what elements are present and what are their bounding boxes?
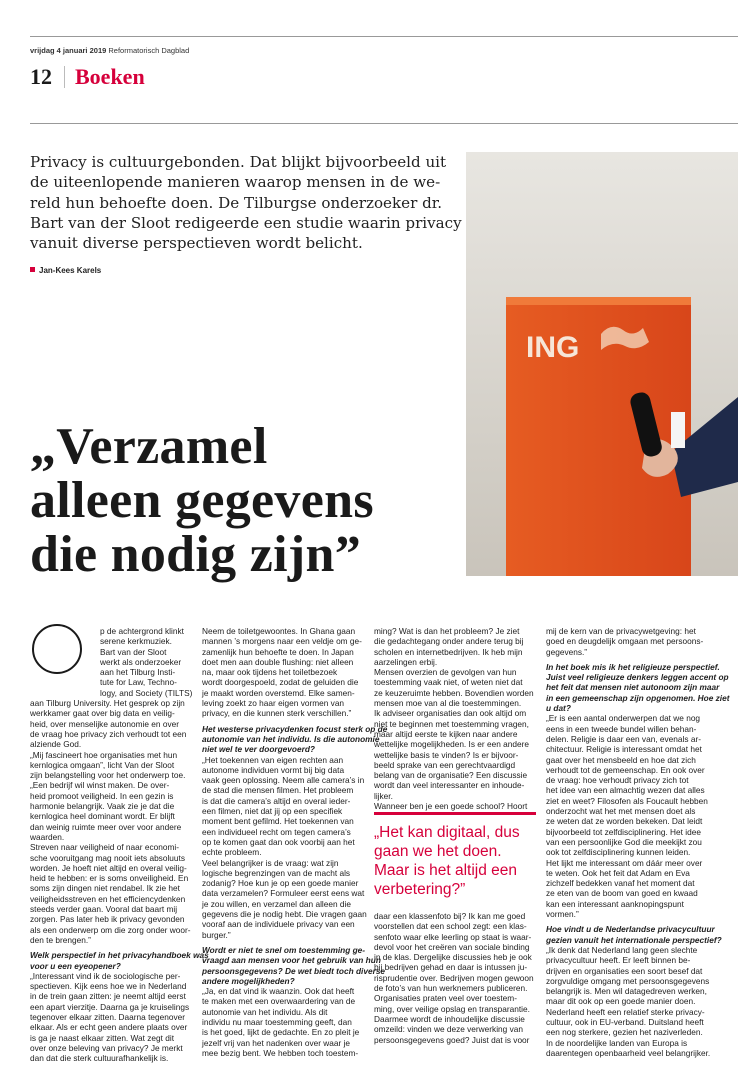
pull-quote-line: „Het kan digitaal, dus <box>374 824 520 841</box>
article-text-line: ook tot zelfdisciplinering kunnen leiden. <box>546 847 691 858</box>
interview-question-line: persoonsgegevens? De wet biedt toch diverse <box>202 965 386 976</box>
article-text-line: cultuur, ook in EU-verband. Duitsland heeft <box>546 1016 704 1027</box>
interview-question-line: in een gemeenschap zijn opgenomen. Hoe ziet <box>546 692 730 703</box>
article-text-line: een nog sterkere, gezien het naziverleden. <box>546 1027 703 1038</box>
article-text-line: zorgvuldige omgang met persoonsgegevens <box>546 975 710 986</box>
article-text-line: vaak geen oplossing. Neem alle camera’s in <box>202 775 365 786</box>
article-text-line: kernlogica heel dominant wordt. Er blijft <box>30 811 175 822</box>
article-text-line: „Er is een aantal onderwerpen dat we nog <box>546 713 701 724</box>
article-text-line: zorgen. Pas later heb ik privacy gevonden <box>30 914 185 925</box>
article-text-line: „Het toekennen van eigen rechten aan <box>202 754 344 765</box>
article-text-line: aarzelingen erbij. <box>374 656 438 667</box>
article-text-line: zodanig? Hoe kun je op een goede manier <box>202 878 359 889</box>
article-text-line: wordt dan veel interessanter en inhoude- <box>374 780 525 791</box>
article-text-line: wordt doorgespoeld, zodat de geluiden die <box>202 677 359 688</box>
article-text-line: omzeild: vinden we deze verwerking van <box>374 1024 523 1035</box>
header-rule <box>30 123 738 124</box>
article-text-line: „Mij fascineert hoe organisaties met hun <box>30 749 178 760</box>
article-text-line: spectieven. Kijk eens hoe we in Nederland <box>30 981 187 992</box>
headline-line: „Verzamel <box>30 418 268 475</box>
article-text-line: niet te beginnen met toestemming vragen, <box>374 718 529 729</box>
article-text-line: elkaar. Als er echt geen andere plaats over <box>30 1022 188 1033</box>
article-text-line: lijker. <box>374 790 393 801</box>
pull-quote-line: verbetering?” <box>374 881 466 898</box>
article-text-line: gegevens die je nodig hebt. Die vragen gaan <box>202 909 367 920</box>
article-text-line: ze keuzeruimte hebben. Bovendien worden <box>374 687 534 698</box>
article-text-line: in de trein gaan zitten: je neemt altijd eerst <box>30 991 186 1002</box>
article-text-line: risprudentie over. Bedrijven mogen gewoon <box>374 972 534 983</box>
article-text-line: Wanneer ben je een goede school? Hoort <box>374 801 528 812</box>
article-text-line: drijven en organisaties een soort besef dat <box>546 965 703 976</box>
article-text-line: eens in een tweede bundel willen behan- <box>546 723 697 734</box>
article-text-line: doet men aan double flushing: niet alleen <box>202 656 354 667</box>
article-text-line: belang van de organisatie? Een discussie <box>374 770 528 781</box>
lead-paragraph <box>30 152 462 253</box>
pull-quote-line: Maar is het altijd een <box>374 862 518 879</box>
article-text-line: devol voor het creëren van sociale binding <box>374 941 530 952</box>
article-text-line: tegenover elkaar zitten. Daarna tegenover <box>30 1011 185 1022</box>
dateline-date: vrijdag 4 januari 2019 <box>30 46 107 55</box>
dateline <box>30 46 189 55</box>
article-text-line: gaat over het mensbeeld en hoe dat zich <box>546 754 696 765</box>
article-text-line: ming, over veilige opslag en transparantie. <box>374 1003 530 1014</box>
byline-author: Jan-Kees Karels <box>39 266 102 275</box>
article-text-line: goed en deugdelijk omgaan met persoons- <box>546 636 704 647</box>
article-text-line: harmonie belangrijk. Vaak zie je dat die <box>30 801 175 812</box>
article-text-line: onderzocht wat het met mensen doet als <box>546 806 696 817</box>
article-text-line: Bart van der Sloot <box>100 646 167 657</box>
article-text-line: Ik adviseer organisaties dan ook altijd om <box>374 708 527 719</box>
article-text-line: mensen moe van al die toestemmingen. <box>374 698 522 709</box>
headline-line: alleen gegevens <box>30 472 374 529</box>
interview-question-line: andere mogelijkheden? <box>202 975 295 986</box>
interview-question-line: u dat? <box>546 703 571 714</box>
article-text-line: aan het Tilburg Insti- <box>100 667 176 678</box>
article-text-line: mij de kern van de privacywetgeving: het <box>546 626 696 636</box>
article-text-line: over onze beleving van privacy? Je merkt <box>30 1042 183 1053</box>
article-text-line: In de noordelijke landen van Europa is <box>546 1037 688 1048</box>
article-text-line: echte probleem. <box>202 847 262 858</box>
article-text-line: na, maar ook tijdens het toiletbezoek <box>202 667 338 678</box>
article-text-line: bijvoorbeeld tot zelfdisciplinering. Het idee <box>546 826 701 837</box>
article-text-line: is ga je naast elkaar zitten. Wat zegt dit <box>30 1032 175 1043</box>
article-text-line: waarden. <box>30 831 65 842</box>
article-text-line: heid, over menselijke autonomie en over <box>30 718 179 729</box>
article-text-line: privacycultuur heeft. Er leeft binnen be- <box>546 955 691 966</box>
shirt-cuff <box>671 412 685 448</box>
article-text-line: „Ja, en dat vind ik waanzin. Ook dat heeft <box>202 986 355 997</box>
article-text-line: Nederland heeft een relatief sterke privacy- <box>546 1006 705 1017</box>
article-text-line: soms zijn dingen niet rendabel. Ik zie het <box>30 883 180 894</box>
article-column-4 <box>546 626 736 1058</box>
article-text-line: serene kerkmuziek. <box>100 636 172 647</box>
article-text-line: vooraf aan de individuele privacy van een <box>202 919 355 930</box>
article-text-line: ze eten van de boom van goed en kwaad <box>546 888 698 899</box>
page-number: 12 <box>30 64 52 89</box>
article-text-line: werkt als onderzoeker <box>100 656 182 667</box>
article-text-line: steeds verder gaan. Vooral dat baart mij <box>30 904 178 915</box>
article-text-line: beeld sprake van een gerechtvaardigd <box>374 759 516 770</box>
lead-line: reld hun behoefte doen. De Tilburgse onderzoeker dr. <box>30 193 443 212</box>
section-title: Boeken <box>75 64 145 89</box>
interview-question-line: vraagd aan mensen voor het gebruik van hun <box>202 955 381 966</box>
lead-line: Privacy is cultuurgebonden. Dat blijkt bijvoorbeeld uit <box>30 153 447 171</box>
top-rule <box>30 36 738 37</box>
article-text-line: gegevens.” <box>546 646 588 657</box>
article-text-line: wettelijke basis te vinden? Is er bijvoor- <box>374 749 519 760</box>
article-text-line: je maakt worden overstemd. Elke samen- <box>202 687 355 698</box>
article-text-line: privacy, en die kunnen sterk verschillen.” <box>202 708 352 719</box>
article-text-line: de stad die mensen filmen. Het probleem <box>202 785 354 796</box>
article-text-line: heid te hebben: er is soms onveiligheid. En <box>30 873 189 884</box>
article-text-line: tute for Law, Techno- <box>100 677 177 688</box>
article-text-line: leving zoekt zo haar eigen vormen van <box>202 698 345 709</box>
photo-illustration <box>466 152 738 576</box>
article-text-line: het idee van een almachtig wezen dat alles <box>546 785 705 796</box>
article-text-line: chitectuur. Religie is interessant omdat het <box>546 744 702 755</box>
lead-line: Bart van der Sloot redigeerde een studie waarin privacy <box>30 213 462 232</box>
interview-question-line: autonomie van het individu. Is die autonomie <box>202 733 380 744</box>
article-text-line: werkkamer gaat over big data en veilig- <box>30 708 175 719</box>
article-text-line: data verzamelen? Formuleer eerst eens wat <box>202 888 365 899</box>
interview-question-line: Het westerse privacydenken focust sterk op de <box>202 723 388 734</box>
article-text-line: aan Tilburg University. Het gesprek op zijn <box>30 698 185 709</box>
article-text-line: is het goed, lijkt de gedachte. En zo pleit je <box>202 1027 360 1038</box>
article-text-line: Neem de toiletgewoontes. In Ghana gaan <box>202 626 356 636</box>
article-text-line: Daarmee wordt de inhoudelijke discussie <box>374 1013 525 1024</box>
article-text-line: „Ik denk dat Nederland lang geen slechte <box>546 944 698 955</box>
article-column-3 <box>374 626 539 811</box>
article-text-line: burger.” <box>202 929 231 940</box>
article-text-line: veiligheidsstreven en het efficiencydenken <box>30 893 186 904</box>
article-text-line: „Interessant vind ik de sociologische per- <box>30 970 181 981</box>
article-text-line: individu nu maar toestemming geeft, dan <box>202 1016 352 1027</box>
article-text-line: den te brengen.” <box>30 934 91 945</box>
article-text-line: sche vooruitgang mag nooit iets absoluuts <box>30 852 185 863</box>
article-text-line: ze weten dat ze worden bekeken. Dat leidt <box>546 816 703 827</box>
article-text-line: daarentegen openbaarheid veel belangrijker. <box>546 1047 711 1058</box>
article-text-line: scholen en internetbedrijven. Ik heb mijn <box>374 646 523 657</box>
interview-question-line: niet wel te ver doorgevoerd? <box>202 744 315 755</box>
article-text-line: zamenlijk hun behoefte te doen. In Japan <box>202 646 354 657</box>
article-text-line: mee bezig bent. We hebben toch toestem- <box>202 1047 359 1058</box>
byline <box>30 266 101 275</box>
pull-quote-line: gaan we het doen. <box>374 843 502 860</box>
article-text-line: vormen.” <box>546 909 579 920</box>
interview-question-line: het feit dat mensen niet autonoom zijn maar <box>546 682 720 693</box>
dateline-paper: Reformatorisch Dagblad <box>108 46 190 55</box>
article-photo <box>466 152 738 576</box>
article-text-line: belangrijk is. Men wil datagedreven werken, <box>546 986 707 997</box>
article-text-line: ming? Wat is dan het probleem? Je ziet <box>374 626 520 636</box>
article-text-line: p de achtergrond klinkt <box>100 626 184 636</box>
page-separator <box>64 66 65 88</box>
article-text-line: logy, and Society (TILTS) <box>100 687 193 698</box>
article-text-line: mannen ’s morgens naar een veldje om ge- <box>202 636 362 647</box>
article-column-3-lower <box>374 911 539 1045</box>
article-text-line: wettelijke mogelijkheden. Is er een andere <box>374 739 529 750</box>
article-text-line: maar altijd eerste te kijken naar andere <box>374 728 518 739</box>
article-text-line: maar dit ook op een goede manier doen. <box>546 996 696 1007</box>
article-text-line: moment bent gefilmd. Het toekennen van <box>202 816 354 827</box>
headline-line: die nodig zijn” <box>30 526 361 583</box>
article-text-line: verhoudt tot de gemeenschap. En ook over <box>546 764 705 775</box>
article-text-line: dan dat die sterk cultuurafhankelijk is. <box>30 1053 169 1064</box>
article-text-line: kan een interessant aanknopingspunt <box>546 898 684 909</box>
article-text-line: „Een bedrijf wil winst maken. De over- <box>30 780 170 791</box>
article-text-line: autonome individuen vormt bij big data <box>202 764 345 775</box>
article-text-line: voorstellen dat een school zegt: een klas- <box>374 921 527 932</box>
interview-question-line: Wordt er niet te snel om toestemming ge- <box>202 944 366 955</box>
article-text-line: een individueel recht om tegen camera’s <box>202 826 351 837</box>
article-text-line: als een onderwerp om die zorg onder woor- <box>30 924 191 935</box>
article-text-line: persoonsgegevens goed? Juist dat is voor <box>374 1034 530 1045</box>
article-text-line: je zou willen, en verzamel dan alleen die <box>202 898 351 909</box>
article-text-line: ziet en weet? Filosofen als Foucault hebben <box>546 795 708 806</box>
article-text-line: Organisaties praten veel over toestem- <box>374 993 517 1004</box>
ing-sign-text: ING <box>526 331 580 364</box>
interview-question-line: In het boek mis ik het religieuze perspectief. <box>546 661 720 672</box>
pull-quote <box>374 812 536 899</box>
article-column-1 <box>30 626 209 1064</box>
lead-line: de uiteenlopende manieren waarop mensen in de we- <box>30 173 441 192</box>
article-text-line: heid promoot veiligheid. In een gezin is <box>30 790 174 801</box>
article-text-line: Mensen overzien de gevolgen van hun <box>374 667 517 678</box>
article-text-line: in de klas. Dergelijke discussies heb je ook <box>374 952 532 963</box>
article-text-line: die gedachtegang onder andere terug bij <box>374 636 524 647</box>
article-text-line: van een persoonlijke God die meekijkt zou <box>546 836 702 847</box>
interview-question-line: Hoe vindt u de Nederlandse privacycultuur <box>546 924 715 935</box>
article-text-line: een filmen, niet dat jij op een specifiek <box>202 806 343 817</box>
article-text-line: Het lijkt me interessant om dáár meer over <box>546 857 703 868</box>
article-text-line: te weten. Ook het feit dat Adam en Eva <box>546 867 690 878</box>
article-text-line: senfoto waar elke leerling op staat is waar- <box>374 931 532 942</box>
article-text-line: op te komen gaat dan ook voorbij aan het <box>202 836 355 847</box>
article-text-line: toestemming vaak niet, of weten niet dat <box>374 677 523 688</box>
byline-marker <box>30 267 35 272</box>
article-text-line: daar een klassenfoto bij? Ik kan me goed <box>374 911 526 921</box>
article-text-line: dan weinig ruimte meer over voor andere <box>30 821 182 832</box>
interview-question-line: Juist veel religieuze denkers leggen accent op <box>546 672 729 683</box>
article-text-line: een apart vierzitje. Daarna ga je kruiselings <box>30 1001 190 1012</box>
article-text-line: Veel belangrijker is de vraag: wat zijn <box>202 857 339 868</box>
interview-question-line: Welk perspectief in het privacyhandboek was <box>30 950 209 961</box>
lead-line: vanuit diverse perspectieven wordt belicht. <box>30 234 363 253</box>
interview-question-line: gezien vanuit het internationale perspectief? <box>546 934 722 945</box>
article-text-line: zichzelf bedekken vanaf het moment dat <box>546 878 695 889</box>
article-text-line: worden. Je hoeft niet altijd en overal veilig- <box>30 862 187 873</box>
article-text-line: te maken met een overwaardering van de <box>202 996 356 1007</box>
article-text-line: de vraag hoe privacy zich verhoudt tot een <box>30 728 187 739</box>
interview-question-line: voor u een eyeopener? <box>30 960 121 971</box>
article-text-line: zijn belangstelling voor het onderwerp toe. <box>30 770 186 781</box>
article-text-line: de foto’s van hun werknemers publiceren. <box>374 983 528 994</box>
article-text-line: delen. Religie is daar een van, evenals ar- <box>546 733 701 744</box>
headline <box>30 420 374 582</box>
article-text-line: Streven naar veiligheid of naar economi- <box>30 842 179 853</box>
article-text-line: logische begrenzingen van de macht als <box>202 867 351 878</box>
article-text-line: de vraag: hoe verhoudt privacy zich tot <box>546 775 689 786</box>
article-text-line: bij bedrijven gehad en daar is intussen ju- <box>374 962 528 973</box>
article-text-line: alziende God. <box>30 739 82 750</box>
article-text-line: kernlogica omgaan”, licht Van der Sloot <box>30 759 175 770</box>
article-text-line: is dat die camera’s altijd en overal ieder- <box>202 795 351 806</box>
article-text-line: autonomie van het individu. Als dit <box>202 1006 328 1017</box>
article-text-line: jezelf vrij van het nadenken over waar je <box>202 1037 351 1048</box>
pull-quote-text <box>374 815 536 899</box>
